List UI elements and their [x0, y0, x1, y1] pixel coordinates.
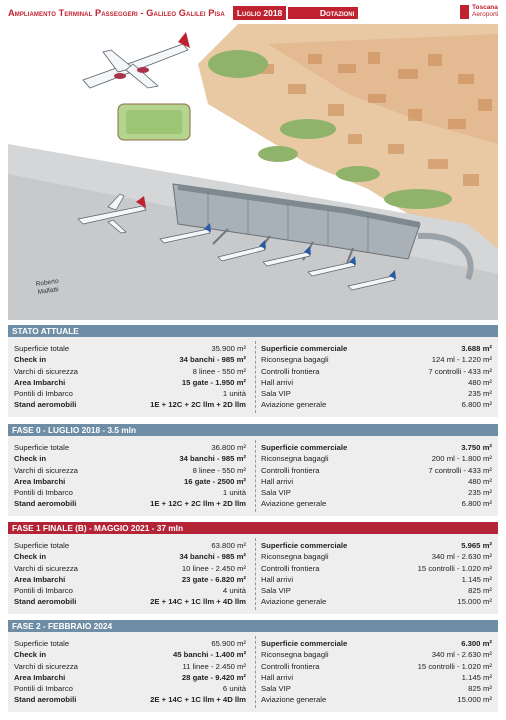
row-label: Pontili di Imbarco	[14, 389, 73, 399]
section-body	[8, 436, 498, 516]
row-label: Controlli frontiera	[261, 563, 320, 573]
table-row	[14, 354, 246, 365]
table-row	[14, 388, 246, 399]
table-row	[14, 551, 246, 562]
page-title: Ampliamento Terminal Passeggeri - Galileo Galilei Pisa	[8, 8, 225, 18]
row-label: Aviazione generale	[261, 695, 327, 705]
row-value: 1 unità	[222, 389, 246, 399]
section-title: FASE 2 - FEBBRAIO 2024	[8, 620, 498, 632]
table-row	[14, 343, 246, 354]
right-column	[261, 540, 492, 608]
row-label: Aviazione generale	[261, 400, 327, 410]
row-label: Superficie commerciale	[261, 639, 348, 648]
table-row	[261, 453, 492, 464]
row-label: Stand aeromobili	[14, 597, 77, 607]
row-value: 825 m²	[468, 684, 492, 694]
table-row	[261, 476, 492, 487]
table-row	[14, 574, 246, 585]
row-label: Riconsegna bagagli	[261, 454, 329, 464]
row-value: 1.145 m²	[461, 672, 492, 682]
row-label: Superficie commerciale	[261, 344, 348, 353]
row-value: 8 linee - 550 m²	[192, 366, 246, 376]
section-body	[8, 534, 498, 614]
table-row	[14, 399, 246, 410]
row-value: 1E + 12C + 2C llm + 2D llm	[150, 400, 246, 410]
row-label: Pontili di Imbarco	[14, 488, 73, 498]
row-value: 3.688 m²	[461, 344, 492, 353]
table-row	[261, 574, 492, 585]
section-fase-2	[8, 620, 498, 712]
left-column	[14, 638, 246, 706]
table-row	[261, 343, 492, 354]
row-label: Controlli frontiera	[261, 366, 320, 376]
row-label: Stand aeromobili	[14, 499, 77, 509]
row-value: 235 m²	[468, 488, 492, 498]
table-row	[14, 498, 246, 509]
row-label: Riconsegna bagagli	[261, 650, 329, 660]
section-title: FASE 0 - LUGLIO 2018 - 3.5 mln	[8, 424, 498, 436]
row-value: 5.965 m²	[461, 541, 492, 550]
row-value: 7 controlli - 433 m²	[428, 366, 492, 376]
table-row	[14, 476, 246, 487]
row-label: Area Imbarchi	[14, 377, 66, 387]
row-value: 2E + 14C + 1C llm + 4D llm	[150, 597, 246, 607]
row-value: 8 linee - 550 m²	[192, 465, 246, 475]
row-label: Varchi di sicurezza	[14, 661, 78, 671]
row-value: 340 ml - 2.630 m²	[431, 650, 492, 660]
row-label: Hall arrivi	[261, 672, 294, 682]
left-column	[14, 442, 246, 510]
row-label: Superficie totale	[14, 541, 70, 550]
table-row	[14, 563, 246, 574]
section-stato-attuale	[8, 325, 498, 417]
row-label: Superficie totale	[14, 443, 70, 452]
page-header	[8, 6, 498, 20]
row-value: 340 ml - 2.630 m²	[431, 552, 492, 562]
table-row	[261, 487, 492, 498]
row-label: Check in	[14, 552, 47, 562]
row-label: Varchi di sicurezza	[14, 465, 78, 475]
row-label: Sala VIP	[261, 488, 291, 498]
row-label: Area Imbarchi	[14, 476, 66, 486]
row-label: Pontili di Imbarco	[14, 684, 73, 694]
table-row	[14, 366, 246, 377]
artist-signature: Roberto	[35, 277, 60, 288]
row-value: 200 ml - 1.800 m²	[431, 454, 492, 464]
row-value: 235 m²	[468, 389, 492, 399]
row-label: Riconsegna bagagli	[261, 355, 329, 365]
table-row	[261, 354, 492, 365]
column-divider	[255, 440, 256, 512]
row-label: Area Imbarchi	[14, 672, 66, 682]
row-value: 4 unità	[222, 586, 246, 596]
table-row	[14, 453, 246, 464]
row-label: Check in	[14, 650, 47, 660]
table-row	[14, 638, 246, 649]
row-label: Stand aeromobili	[14, 400, 77, 410]
row-value: 35.900 m²	[211, 344, 246, 353]
row-value: 15.000 m²	[457, 695, 492, 705]
table-row	[261, 399, 492, 410]
table-row	[261, 366, 492, 377]
row-value: 34 banchi - 985 m²	[179, 552, 246, 562]
toscana-aeroporti-logo	[460, 3, 502, 23]
row-label: Check in	[14, 454, 47, 464]
table-row	[261, 498, 492, 509]
row-value: 480 m²	[468, 377, 492, 387]
dotazioni-badge: Dotazioni	[288, 7, 358, 19]
table-row	[261, 442, 492, 453]
logo-text-line2: Aeroporti	[472, 11, 499, 18]
table-row	[14, 683, 246, 694]
row-label: Superficie totale	[14, 639, 70, 648]
table-row	[261, 661, 492, 672]
row-label: Sala VIP	[261, 389, 291, 399]
row-value: 2E + 14C + 1C llm + 4D llm	[150, 695, 246, 705]
row-label: Sala VIP	[261, 586, 291, 596]
row-value: 15 controlli - 1.020 m²	[417, 661, 492, 671]
row-value: 15 gate - 1.950 m²	[181, 377, 246, 387]
row-value: 15.000 m²	[457, 597, 492, 607]
row-value: 63.800 m²	[211, 541, 246, 550]
table-row	[14, 487, 246, 498]
row-value: 65.900 m²	[211, 639, 246, 648]
row-value: 7 controlli - 433 m²	[428, 465, 492, 475]
row-value: 1 unità	[222, 488, 246, 498]
row-value: 23 gate - 6.820 m²	[181, 574, 246, 584]
section-fase-1	[8, 522, 498, 614]
table-row	[261, 388, 492, 399]
row-value: 124 ml - 1.220 m²	[431, 355, 492, 365]
row-label: Riconsegna bagagli	[261, 552, 329, 562]
section-title: FASE 1 FINALE (B) - MAGGIO 2021 - 37 mln	[8, 522, 498, 534]
row-label: Controlli frontiera	[261, 465, 320, 475]
table-row	[261, 596, 492, 607]
row-value: 10 linee - 2.450 m²	[181, 563, 246, 573]
table-row	[261, 551, 492, 562]
table-row	[14, 649, 246, 660]
table-row	[261, 672, 492, 683]
row-value: 6.300 m²	[461, 639, 492, 648]
artist-signature-line2: Malfatti	[37, 286, 60, 296]
row-label: Hall arrivi	[261, 476, 294, 486]
row-value: 36.800 m²	[211, 443, 246, 452]
table-row	[14, 694, 246, 705]
table-row	[14, 540, 246, 551]
row-value: 3.750 m²	[461, 443, 492, 452]
row-label: Stand aeromobili	[14, 695, 77, 705]
table-row	[14, 585, 246, 596]
right-column	[261, 442, 492, 510]
row-label: Hall arrivi	[261, 377, 294, 387]
table-row	[261, 540, 492, 551]
column-divider	[255, 538, 256, 610]
row-label: Hall arrivi	[261, 574, 294, 584]
row-value: 6 unità	[222, 684, 246, 694]
row-label: Aviazione generale	[261, 499, 327, 509]
row-value: 45 banchi - 1.400 m²	[172, 650, 246, 660]
table-row	[261, 563, 492, 574]
row-label: Superficie commerciale	[261, 443, 348, 452]
row-label: Pontili di Imbarco	[14, 586, 73, 596]
table-row	[14, 596, 246, 607]
table-row	[261, 683, 492, 694]
logo-text-line1: Toscana	[472, 4, 498, 11]
row-label: Check in	[14, 355, 47, 365]
date-badge: Luglio 2018	[233, 6, 286, 20]
table-row	[261, 649, 492, 660]
right-column	[261, 638, 492, 706]
row-label: Varchi di sicurezza	[14, 563, 78, 573]
row-value: 6.800 m²	[461, 499, 492, 509]
table-row	[14, 661, 246, 672]
row-label: Varchi di sicurezza	[14, 366, 78, 376]
logo-mark-icon	[460, 5, 469, 19]
table-row	[261, 585, 492, 596]
row-label: Controlli frontiera	[261, 661, 320, 671]
right-column	[261, 343, 492, 411]
table-row	[261, 694, 492, 705]
column-divider	[255, 341, 256, 413]
column-divider	[255, 636, 256, 708]
table-row	[261, 465, 492, 476]
table-row	[14, 672, 246, 683]
row-value: 28 gate - 9.420 m²	[181, 672, 246, 682]
row-label: Area Imbarchi	[14, 574, 66, 584]
table-row	[261, 638, 492, 649]
left-column	[14, 343, 246, 411]
row-value: 15 controlli - 1.020 m²	[417, 563, 492, 573]
table-row	[14, 377, 246, 388]
table-row	[261, 377, 492, 388]
row-label: Superficie totale	[14, 344, 70, 353]
section-body	[8, 337, 498, 417]
row-value: 11 linee - 2.450 m²	[182, 661, 246, 671]
row-value: 825 m²	[468, 586, 492, 596]
row-label: Aviazione generale	[261, 597, 327, 607]
row-value: 16 gate - 2500 m²	[184, 476, 246, 486]
row-value: 480 m²	[468, 476, 492, 486]
row-value: 6.800 m²	[461, 400, 492, 410]
table-row	[14, 442, 246, 453]
row-value: 34 banchi - 985 m²	[179, 355, 246, 365]
airport-illustration	[8, 24, 498, 320]
row-value: 1.145 m²	[461, 574, 492, 584]
row-label: Sala VIP	[261, 684, 291, 694]
table-row	[14, 465, 246, 476]
row-value: 1E + 12C + 2C llm + 2D llm	[150, 499, 246, 509]
section-title: STATO ATTUALE	[8, 325, 498, 337]
row-label: Superficie commerciale	[261, 541, 348, 550]
section-body	[8, 632, 498, 712]
left-column	[14, 540, 246, 608]
row-value: 34 banchi - 985 m²	[179, 454, 246, 464]
section-fase-0	[8, 424, 498, 516]
